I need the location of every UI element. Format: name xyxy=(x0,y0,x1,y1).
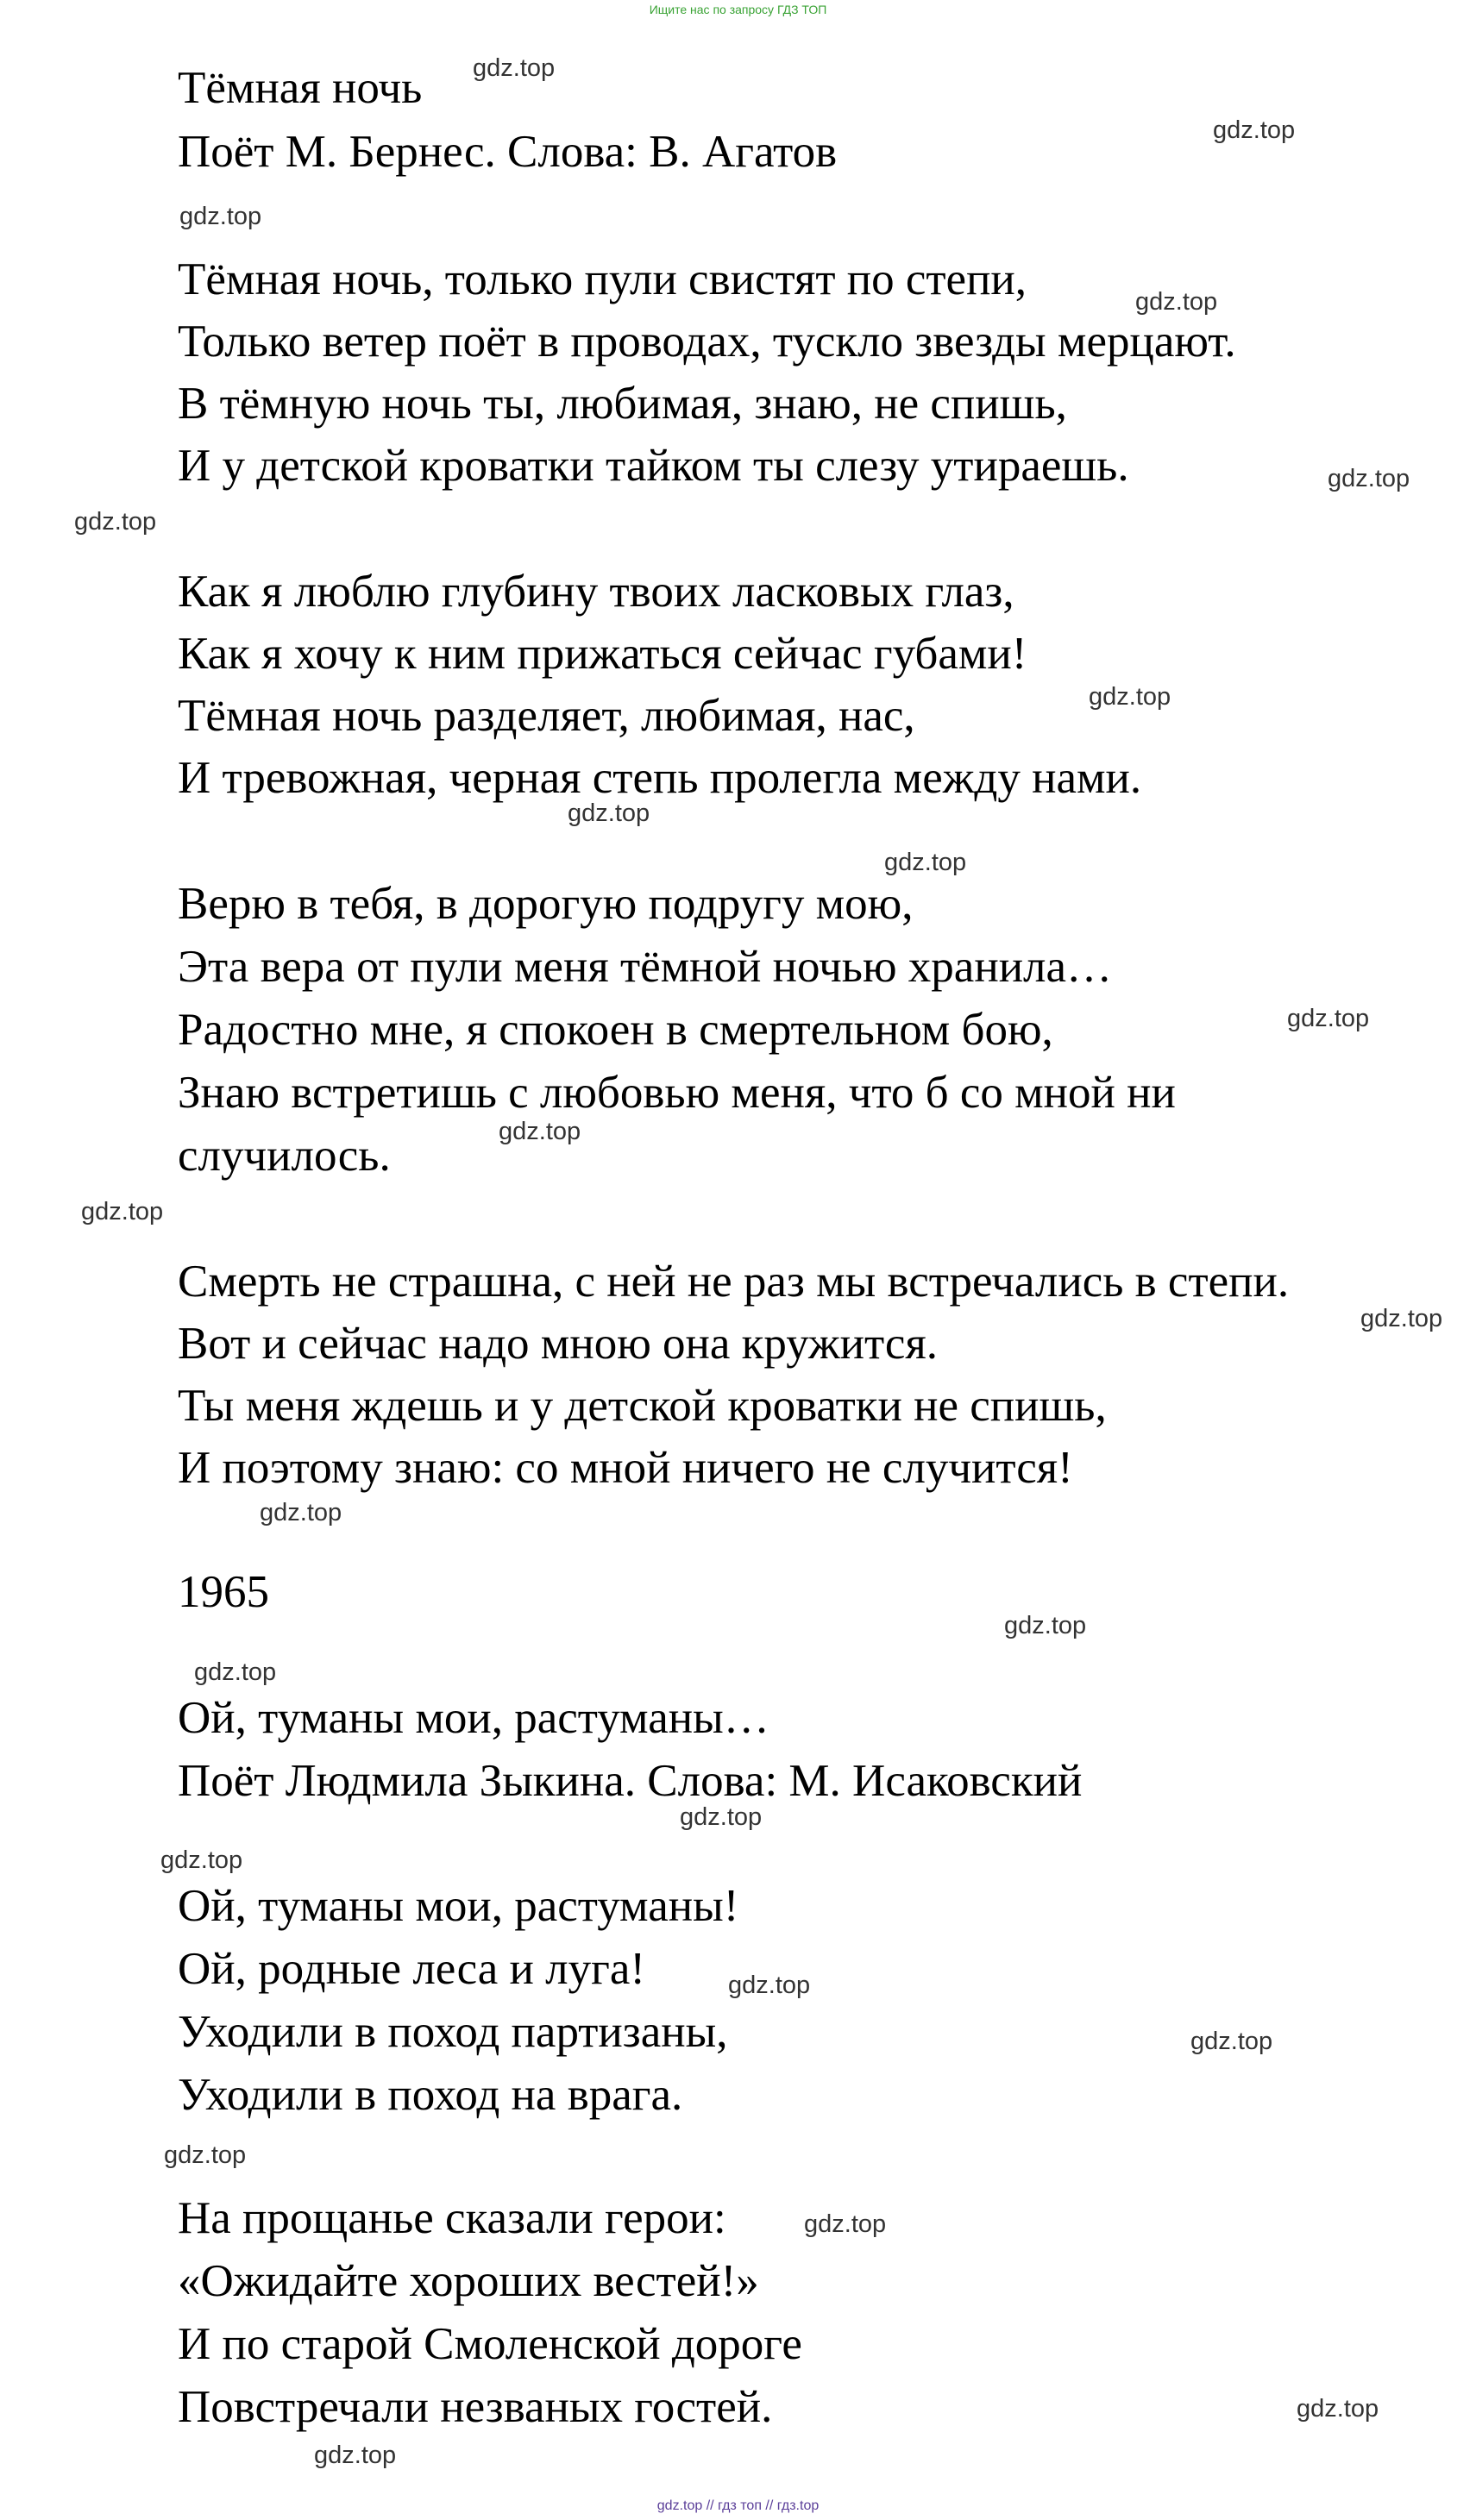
watermark: gdz.top xyxy=(884,849,967,876)
poem-line: Вот и сейчас надо мною она кружится. xyxy=(178,1319,938,1369)
poem-line: Только ветер поёт в проводах, тускло звезды мерцают. xyxy=(178,317,1236,367)
poem-line: Уходили в поход партизаны, xyxy=(178,2007,728,2057)
song1-credits: Поёт М. Бернес. Слова: В. Агатов xyxy=(178,127,838,177)
watermark: gdz.top xyxy=(568,799,650,827)
song1-title: Тёмная ночь xyxy=(178,63,423,113)
poem-line: Верю в тебя, в дорогую подругу мою, xyxy=(178,879,914,929)
poem-line: На прощанье сказали герои: xyxy=(178,2193,726,2243)
watermark: gdz.top xyxy=(1213,116,1296,144)
poem-line: Уходили в поход на врага. xyxy=(178,2070,683,2120)
watermark: gdz.top xyxy=(1135,288,1218,316)
watermark: gdz.top xyxy=(194,1658,277,1686)
watermark: gdz.top xyxy=(499,1118,581,1145)
watermark: gdz.top xyxy=(728,1971,811,1999)
watermark: gdz.top xyxy=(1089,683,1171,711)
watermark: gdz.top xyxy=(1287,1005,1370,1032)
watermark: gdz.top xyxy=(1297,2395,1379,2423)
poem-line: В тёмную ночь ты, любимая, знаю, не спишь, xyxy=(178,379,1067,429)
footer: gdz.top // гдз топ // гдз.top xyxy=(656,2498,820,2513)
poem-line: Знаю встретишь с любовью меня, что б со мной ни xyxy=(178,1068,1176,1118)
watermark: gdz.top xyxy=(74,508,157,536)
poem-line: «Ожидайте хороших вестей!» xyxy=(178,2256,759,2306)
poem-line: Смерть не страшна, с ней не раз мы встречались в степи. xyxy=(178,1257,1290,1307)
top-banner: Ищите нас по запросу ГДЗ ТОП xyxy=(649,3,827,16)
watermark: gdz.top xyxy=(804,2210,887,2238)
watermark: gdz.top xyxy=(1360,1305,1443,1332)
poem-line: Как я люблю глубину твоих ласковых глаз, xyxy=(178,567,1014,617)
poem-line: Ой, родные леса и луга! xyxy=(178,1944,646,1994)
watermark: gdz.top xyxy=(314,2442,397,2469)
poem-line: Ой, туманы мои, растуманы! xyxy=(178,1881,739,1931)
poem-line: Тёмная ночь, только пули свистят по степи, xyxy=(178,254,1027,304)
watermark: gdz.top xyxy=(164,2141,247,2169)
poem-line: Радостно мне, я спокоен в смертельном бою, xyxy=(178,1005,1053,1055)
poem-line: И у детской кроватки тайком ты слезу утираешь. xyxy=(178,441,1129,491)
song2-title: Ой, туманы мои, растуманы… xyxy=(178,1693,769,1743)
poem-line: Как я хочу к ним прижаться сейчас губами! xyxy=(178,629,1027,679)
poem-line: Тёмная ночь разделяет, любимая, нас, xyxy=(178,691,915,741)
watermark: gdz.top xyxy=(1190,2028,1273,2055)
song2-credits: Поёт Людмила Зыкина. Слова: М. Исаковский xyxy=(178,1756,1083,1806)
watermark: gdz.top xyxy=(1004,1612,1087,1639)
watermark: gdz.top xyxy=(680,1803,763,1831)
watermark: gdz.top xyxy=(160,1846,243,1874)
poem-line: Повстречали незваных гостей. xyxy=(178,2382,773,2432)
poem-line: Эта вера от пули меня тёмной ночью хранила… xyxy=(178,942,1113,992)
watermark: gdz.top xyxy=(179,203,262,230)
year: 1965 xyxy=(178,1567,269,1617)
poem-line: Ты меня ждешь и у детской кроватки не спишь, xyxy=(178,1381,1107,1431)
poem-line: случилось. xyxy=(178,1131,391,1181)
watermark: gdz.top xyxy=(473,54,556,82)
watermark: gdz.top xyxy=(1328,465,1410,492)
poem-line: И поэтому знаю: со мной ничего не случится! xyxy=(178,1443,1073,1493)
poem-line: И по старой Смоленской дороге xyxy=(178,2319,802,2369)
poem-line: И тревожная, черная степь пролегла между нами. xyxy=(178,753,1142,803)
watermark: gdz.top xyxy=(81,1198,164,1226)
watermark: gdz.top xyxy=(260,1499,342,1526)
